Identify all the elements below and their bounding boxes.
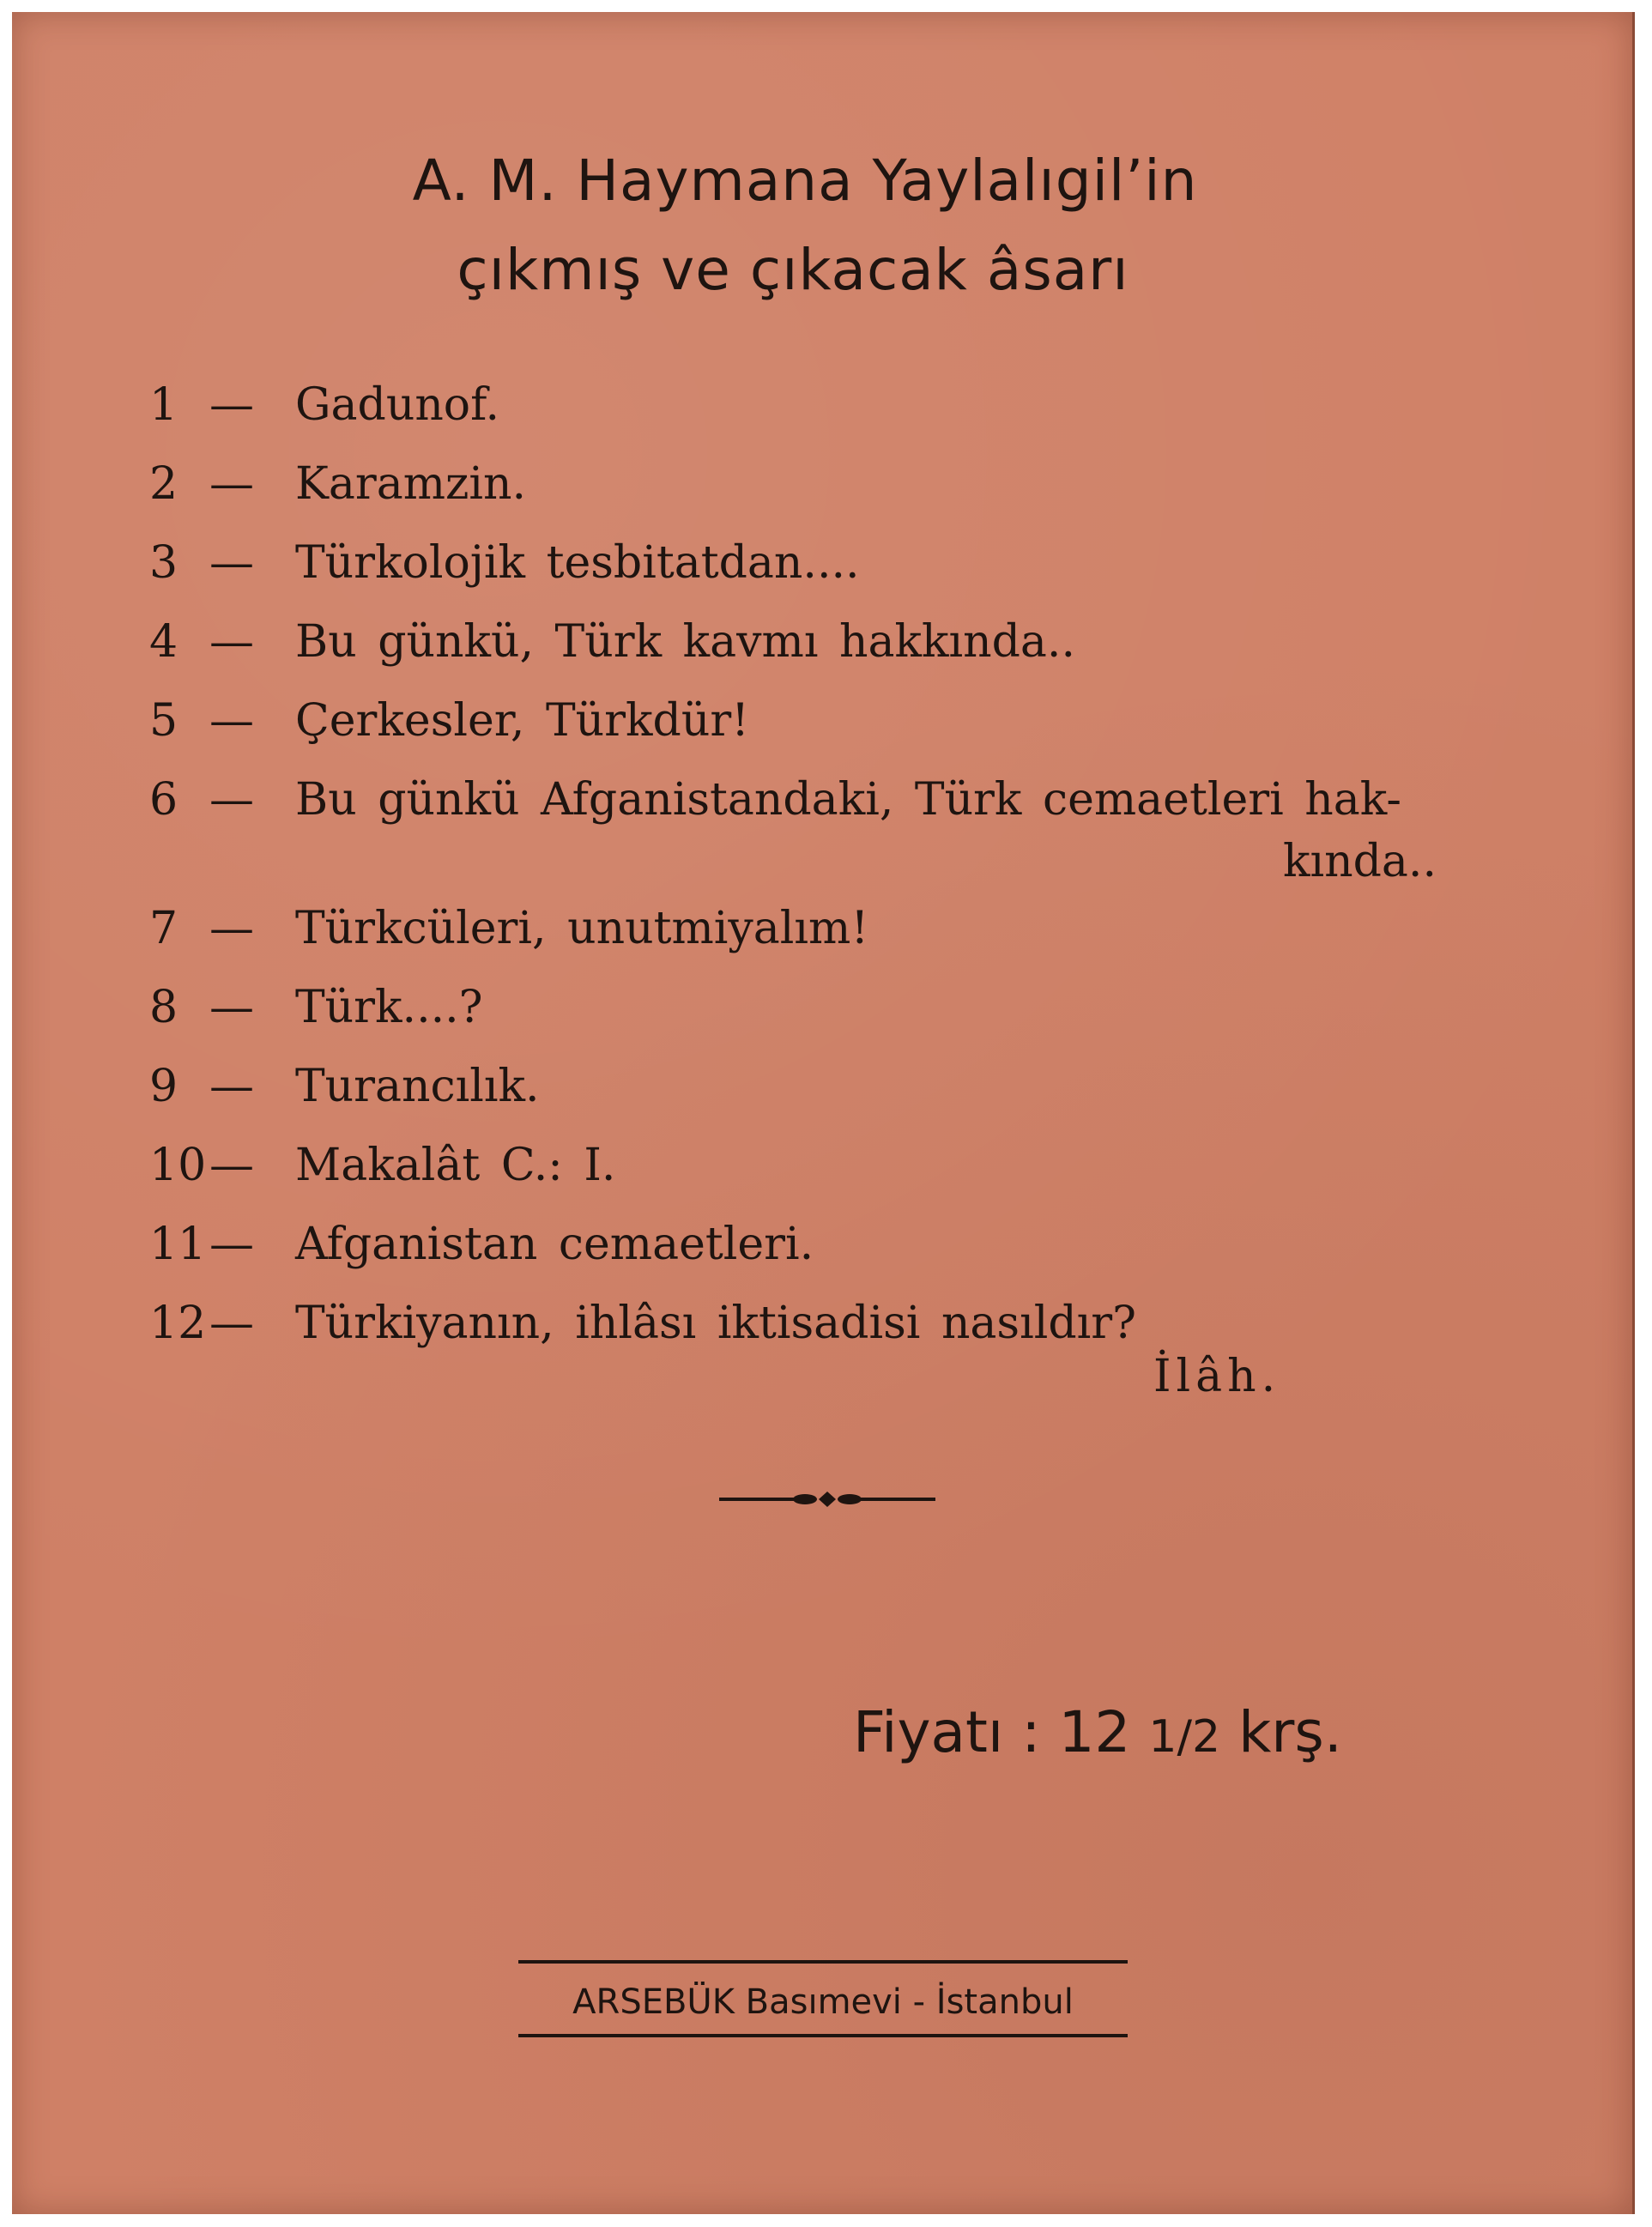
- work-dash: —: [209, 1298, 254, 1349]
- work-dash: —: [209, 903, 254, 954]
- price-whole: 12: [1058, 1699, 1131, 1765]
- work-title: Makalât C.: I.: [295, 1140, 616, 1191]
- author-signature: İlâh.: [1153, 1351, 1281, 1402]
- work-title: Türkolojik tesbitatdan....: [295, 537, 860, 589]
- work-item-6: [149, 760, 1488, 889]
- work-number: 9: [149, 1061, 179, 1112]
- work-number: 5: [149, 695, 179, 747]
- work-title: Karamzin.: [295, 458, 527, 510]
- work-item-11: [149, 1205, 1488, 1284]
- work-number: 2: [149, 458, 179, 510]
- work-title: Çerkesler, Türkdür!: [295, 695, 750, 747]
- work-dash: —: [209, 1061, 254, 1112]
- work-number: 7: [149, 903, 179, 954]
- work-item-4: [149, 602, 1488, 681]
- work-title: Türkiyanın, ihlâsı iktisadisi nasıldır?: [295, 1298, 1137, 1349]
- work-number: 12: [149, 1298, 207, 1349]
- work-title: Bu günkü Afganistandaki, Türk cemaetleri hak-: [295, 774, 1401, 826]
- work-title: Bu günkü, Türk kavmı hakkında..: [295, 616, 1075, 668]
- work-item-9: [149, 1047, 1488, 1126]
- price-word: Fiyatı: [853, 1699, 1004, 1765]
- work-item-1: [149, 366, 1488, 445]
- work-item-5: [149, 681, 1488, 760]
- work-item-7: [149, 889, 1488, 968]
- work-dash: —: [209, 695, 254, 747]
- work-title-continuation: kında..: [1283, 836, 1437, 887]
- work-dash: —: [209, 982, 254, 1033]
- work-title: Turancılık.: [295, 1061, 540, 1112]
- work-item-8: [149, 968, 1488, 1047]
- heading-author: A. M. Haymana Yaylalıgil’in: [412, 148, 1198, 214]
- work-number: 6: [149, 774, 179, 826]
- price-fraction: 1/2: [1148, 1711, 1221, 1763]
- work-item-2: [149, 445, 1488, 523]
- heading-subtitle: çıkmış ve çıkacak âsarı: [457, 237, 1129, 303]
- printer-imprint: ARSEBÜK Basımevi - İstanbul: [518, 1960, 1128, 2037]
- work-item-3: [149, 523, 1488, 602]
- work-dash: —: [209, 458, 254, 510]
- price-separator: :: [1021, 1699, 1041, 1765]
- work-dash: —: [209, 774, 254, 826]
- works-list: [149, 366, 1488, 1363]
- price-label: [853, 1699, 1342, 1765]
- work-item-12: [149, 1284, 1488, 1363]
- work-title: Türk....?: [295, 982, 483, 1033]
- work-dash: —: [209, 379, 254, 431]
- work-number: 1: [149, 379, 179, 431]
- work-number: 4: [149, 616, 179, 668]
- work-dash: —: [209, 537, 254, 589]
- book-back-cover: [12, 12, 1635, 2214]
- work-title: Gadunof.: [295, 379, 500, 431]
- work-item-10: [149, 1126, 1488, 1205]
- work-number: 11: [149, 1219, 207, 1270]
- work-number: 8: [149, 982, 179, 1033]
- price-unit: krş.: [1238, 1699, 1342, 1765]
- work-title: Afganistan cemaetleri.: [295, 1219, 814, 1270]
- work-dash: —: [209, 1219, 254, 1270]
- work-title: Türkcüleri, unutmiyalım!: [295, 903, 869, 954]
- work-number: 3: [149, 537, 179, 589]
- work-dash: —: [209, 616, 254, 668]
- work-dash: —: [209, 1140, 254, 1191]
- ornament-divider-icon: [716, 1486, 939, 1512]
- work-number: 10: [149, 1140, 207, 1191]
